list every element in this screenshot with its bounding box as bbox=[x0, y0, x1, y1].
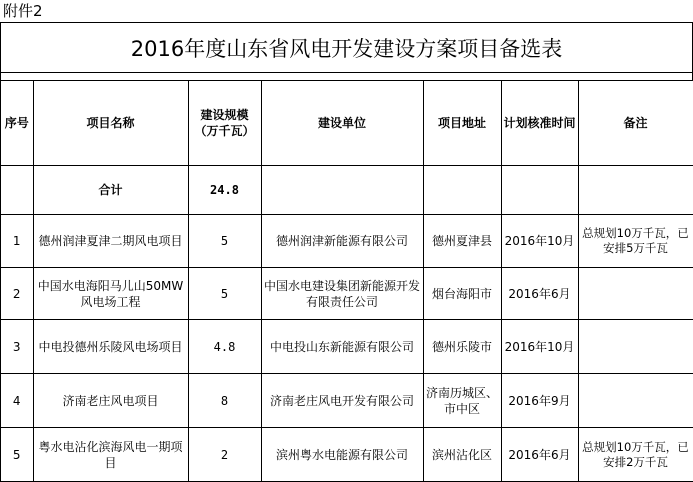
header-remark: 备注 bbox=[578, 81, 693, 166]
row-name: 济南老庄风电项目 bbox=[33, 374, 188, 428]
header-scale: 建设规模（万千瓦） bbox=[188, 81, 261, 166]
row-unit: 滨州粤水电能源有限公司 bbox=[261, 428, 423, 482]
row-location: 济南历城区、市中区 bbox=[423, 374, 501, 428]
title-spacer-row bbox=[1, 73, 693, 81]
total-unit bbox=[261, 166, 423, 215]
row-name: 中电投德州乐陵风电场项目 bbox=[33, 320, 188, 374]
project-table bbox=[1, 81, 693, 482]
row-scale: 8 bbox=[188, 374, 261, 428]
row-location: 滨州沾化区 bbox=[423, 428, 501, 482]
row-seq: 2 bbox=[1, 268, 33, 320]
total-label: 合计 bbox=[33, 166, 188, 215]
row-location: 德州夏津县 bbox=[423, 215, 501, 268]
row-approval-time: 2016年10月 bbox=[501, 215, 578, 268]
row-approval-time: 2016年9月 bbox=[501, 374, 578, 428]
header-unit: 建设单位 bbox=[261, 81, 423, 166]
row-remark bbox=[578, 320, 693, 374]
header-name: 项目名称 bbox=[33, 81, 188, 166]
row-unit: 中电投山东新能源有限公司 bbox=[261, 320, 423, 374]
row-location: 德州乐陵市 bbox=[423, 320, 501, 374]
header-location: 项目地址 bbox=[423, 81, 501, 166]
row-seq: 5 bbox=[1, 428, 33, 482]
row-approval-time: 2016年6月 bbox=[501, 268, 578, 320]
table-row bbox=[1, 268, 693, 320]
row-scale: 5 bbox=[188, 215, 261, 268]
total-remark bbox=[578, 166, 693, 215]
row-seq: 1 bbox=[1, 215, 33, 268]
row-name: 粤水电沾化滨海风电一期项目 bbox=[33, 428, 188, 482]
header-row bbox=[1, 81, 693, 166]
row-scale: 2 bbox=[188, 428, 261, 482]
row-remark: 总规划10万千瓦，已安排2万千瓦 bbox=[578, 428, 693, 482]
table-row bbox=[1, 320, 693, 374]
attachment-label: 附件2 bbox=[3, 2, 43, 20]
row-approval-time: 2016年10月 bbox=[501, 320, 578, 374]
table-row bbox=[1, 215, 693, 268]
total-approval-time bbox=[501, 166, 578, 215]
total-scale: 24.8 bbox=[188, 166, 261, 215]
project-table-sheet bbox=[0, 22, 693, 482]
row-approval-time: 2016年6月 bbox=[501, 428, 578, 482]
row-remark: 总规划10万千瓦，已安排5万千瓦 bbox=[578, 215, 693, 268]
row-seq: 4 bbox=[1, 374, 33, 428]
header-approval-time: 计划核准时间 bbox=[501, 81, 578, 166]
total-seq bbox=[1, 166, 33, 215]
row-remark bbox=[578, 374, 693, 428]
row-unit: 德州润津新能源有限公司 bbox=[261, 215, 423, 268]
row-scale: 4.8 bbox=[188, 320, 261, 374]
row-unit: 中国水电建设集团新能源开发有限责任公司 bbox=[261, 268, 423, 320]
table-title: 2016年度山东省风电开发建设方案项目备选表 bbox=[1, 23, 693, 73]
total-location bbox=[423, 166, 501, 215]
row-location: 烟台海阳市 bbox=[423, 268, 501, 320]
row-name: 中国水电海阳马儿山50MW风电场工程 bbox=[33, 268, 188, 320]
row-seq: 3 bbox=[1, 320, 33, 374]
row-remark bbox=[578, 268, 693, 320]
header-seq: 序号 bbox=[1, 81, 33, 166]
row-unit: 济南老庄风电开发有限公司 bbox=[261, 374, 423, 428]
row-name: 德州润津夏津二期风电项目 bbox=[33, 215, 188, 268]
row-scale: 5 bbox=[188, 268, 261, 320]
table-row bbox=[1, 374, 693, 428]
total-row bbox=[1, 166, 693, 215]
table-row bbox=[1, 428, 693, 482]
